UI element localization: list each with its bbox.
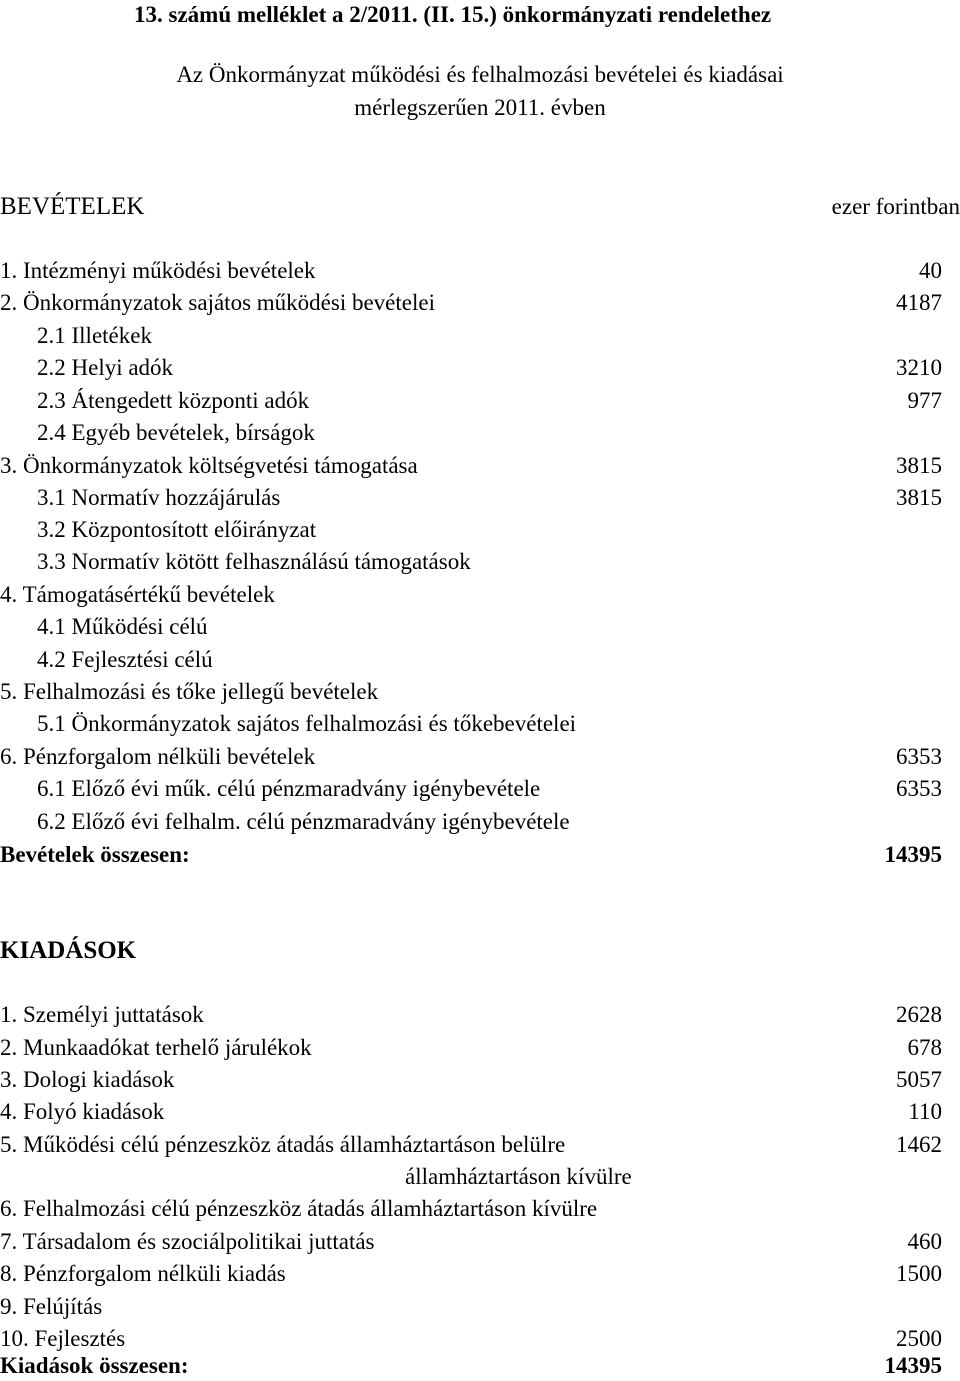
expense-row-5-continuation: államháztartáson kívülre bbox=[405, 1164, 632, 1189]
expense-row-7-value: 460 bbox=[907, 1229, 942, 1254]
income-row-4-label: 4. Támogatásértékű bevételek bbox=[0, 582, 275, 607]
expense-row-8-label: 8. Pénzforgalom nélküli kiadás bbox=[0, 1261, 286, 1286]
income-row-1-value: 40 bbox=[919, 258, 942, 283]
expenses-total-label: Kiadások összesen: bbox=[0, 1353, 189, 1378]
income-total-value: 14395 bbox=[884, 842, 942, 867]
expense-row-1-value: 2628 bbox=[896, 1002, 942, 1027]
income-row-6-value: 6353 bbox=[896, 744, 942, 769]
expense-row-10-value: 2500 bbox=[896, 1326, 942, 1351]
income-row-1-label: 1. Intézményi működési bevételek bbox=[0, 258, 316, 283]
income-row-5-label: 5. Felhalmozási és tőke jellegű bevételek bbox=[0, 679, 379, 704]
expense-row-2-label: 2. Munkaadókat terhelő járulékok bbox=[0, 1035, 312, 1060]
income-row-4-2-label: 4.2 Fejlesztési célú bbox=[37, 647, 213, 672]
income-row-6-label: 6. Pénzforgalom nélküli bevételek bbox=[0, 744, 316, 769]
expense-row-2-value: 678 bbox=[907, 1035, 942, 1060]
expense-row-9-label: 9. Felújítás bbox=[0, 1294, 103, 1319]
expenses-heading: KIADÁSOK bbox=[0, 937, 137, 964]
document-title-line-1: Az Önkormányzat működési és felhalmozási bevételei és kiadásai bbox=[176, 62, 784, 87]
expense-row-5-value: 1462 bbox=[896, 1132, 942, 1157]
income-row-3-1-value: 3815 bbox=[896, 485, 942, 510]
income-row-6-2-label: 6.2 Előző évi felhalm. célú pénzmaradvány igénybevétele bbox=[37, 809, 570, 834]
income-row-3-value: 3815 bbox=[896, 453, 942, 478]
income-row-2-1-label: 2.1 Illetékek bbox=[37, 323, 152, 348]
income-row-2-3-label: 2.3 Átengedett központi adók bbox=[37, 388, 310, 413]
annex-title: 13. számú melléklet a 2/2011. (II. 15.) önkormányzati rendelethez bbox=[134, 2, 772, 27]
income-row-2-4-label: 2.4 Egyéb bevételek, bírságok bbox=[37, 420, 315, 445]
income-row-6-1-value: 6353 bbox=[896, 776, 942, 801]
income-row-3-2-label: 3.2 Központosított előirányzat bbox=[37, 517, 317, 542]
income-row-3-label: 3. Önkormányzatok költségvetési támogatása bbox=[0, 453, 418, 478]
income-row-6-1-label: 6.1 Előző évi műk. célú pénzmaradvány igénybevétele bbox=[37, 776, 541, 801]
income-row-2-3-value: 977 bbox=[907, 388, 942, 413]
expense-row-5-label: 5. Működési célú pénzeszköz átadás államháztartáson belülre bbox=[0, 1132, 566, 1157]
expense-row-3-label: 3. Dologi kiadások bbox=[0, 1067, 175, 1092]
income-heading: BEVÉTELEK bbox=[0, 193, 145, 220]
income-row-5-1-label: 5.1 Önkormányzatok sajátos felhalmozási és tőkebevételei bbox=[37, 711, 577, 736]
expense-row-1-label: 1. Személyi juttatások bbox=[0, 1002, 204, 1027]
income-row-3-3-label: 3.3 Normatív kötött felhasználású támogatások bbox=[37, 549, 471, 574]
expense-row-10-label: 10. Fejlesztés bbox=[0, 1326, 126, 1351]
income-row-3-1-label: 3.1 Normatív hozzájárulás bbox=[37, 485, 281, 510]
expense-row-7-label: 7. Társadalom és szociálpolitikai juttatás bbox=[0, 1229, 375, 1254]
expense-row-4-label: 4. Folyó kiadások bbox=[0, 1099, 165, 1124]
document-title-line-2: mérlegszerűen 2011. évben bbox=[354, 95, 606, 120]
unit-label: ezer forintban bbox=[831, 194, 960, 219]
income-row-2-2-value: 3210 bbox=[896, 355, 942, 380]
income-row-4-1-label: 4.1 Működési célú bbox=[37, 614, 208, 639]
expenses-total-value: 14395 bbox=[884, 1353, 942, 1378]
income-total-label: Bevételek összesen: bbox=[0, 842, 190, 867]
income-row-2-label: 2. Önkormányzatok sajátos működési bevételei bbox=[0, 290, 435, 315]
income-row-2-2-label: 2.2 Helyi adók bbox=[37, 355, 174, 380]
expense-row-6-label: 6. Felhalmozási célú pénzeszköz átadás államháztartáson kívülre bbox=[0, 1196, 598, 1221]
expense-row-4-value: 110 bbox=[908, 1099, 942, 1124]
income-row-2-value: 4187 bbox=[896, 290, 942, 315]
expense-row-8-value: 1500 bbox=[896, 1261, 942, 1286]
expense-row-3-value: 5057 bbox=[896, 1067, 942, 1092]
